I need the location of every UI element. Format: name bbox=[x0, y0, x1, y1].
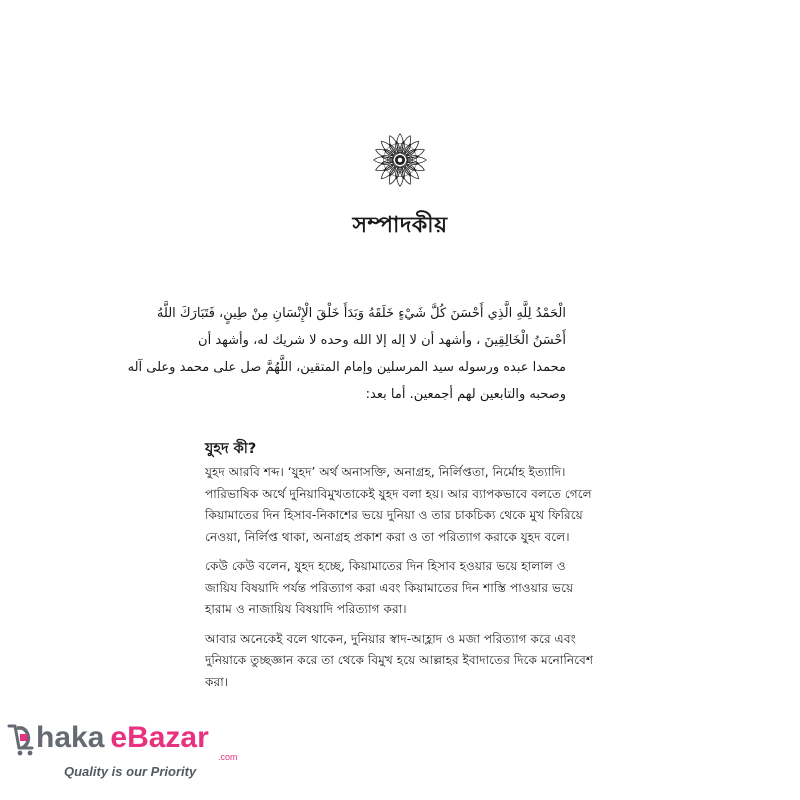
arabic-invocation bbox=[127, 300, 566, 408]
paragraph bbox=[205, 629, 633, 694]
page-title: সম্পাদকীয় bbox=[352, 213, 448, 238]
arabic-line: أَحْسَنُ الْخَالِقِينَ ، وأشهد أن لا إله إلا الله وحده لا شريك له، وأشهد أن bbox=[198, 333, 566, 348]
paragraph bbox=[205, 556, 633, 621]
arabic-line: الْحَمْدُ لِلَّهِ الَّذِي أَحْسَنَ كُلَّ شَيْءٍ خَلَقَهُ وَبَدَأَ خَلْقَ الْإِنْسَانِ مِنْ طِينٍ، فَتَبَارَكَ اللَّهُ bbox=[156, 306, 566, 321]
shopping-cart-d-logo-icon bbox=[6, 718, 36, 758]
text-line: জায়িয বিষয়াদি পর্যন্ত পরিত্যাগ করা এবং কিয়ামাতের দিন শাস্তি পাওয়ার ভয়ে bbox=[205, 580, 574, 595]
text-line: পারিভাষিক অর্থে দুনিয়াবিমুখতাকেই যুহদ বলা হয়। আর ব্যাপকভাবে বলতে গেলে bbox=[205, 486, 592, 501]
body-text bbox=[205, 462, 633, 701]
text-line: কেউ কেউ বলেন, যুহদ হচ্ছে, কিয়ামাতের দিন হিসাব হওয়ার ভয়ে হালাল ও bbox=[205, 559, 566, 573]
text-line: হারাম ও নাজায়িয বিষয়াদি পরিত্যাগ করা। bbox=[205, 602, 407, 616]
arabic-line: وصحبه والتابعين لهم أجمعين. أما بعد: bbox=[365, 387, 566, 402]
watermark-brand-pink: Bazar bbox=[127, 721, 209, 754]
section-heading: যুহদ কী? bbox=[205, 441, 257, 457]
arabic-line: محمدا عبده ورسوله سيد المرسلين وإمام المتقين، اللَّهُمَّ صل على محمد وعلى آله bbox=[127, 360, 566, 375]
text-line: কিয়ামাতের দিন হিসাব-নিকাশের ভয়ে দুনিয়া ও তার চাকচিক্য থেকে মুখ ফিরিয়ে bbox=[205, 508, 583, 522]
text-line: করা। bbox=[205, 674, 229, 689]
watermark-tagline: Quality is our Priority bbox=[64, 764, 197, 779]
paragraph bbox=[205, 462, 633, 548]
mandala-ornament-icon bbox=[372, 132, 428, 188]
text-line: আবার অনেকেই বলে থাকেন, দুনিয়ার স্বাদ-আহ্লাদ ও মজা পরিত্যাগ করে এবং bbox=[205, 631, 576, 646]
text-line: দুনিয়াকে তুচ্ছজ্ঞান করে তা থেকে বিমুখ হয়ে আল্লাহর ইবাদাতের দিকে মনোনিবেশ bbox=[205, 653, 594, 667]
watermark-domain: .com bbox=[218, 752, 238, 762]
text-line: নেওয়া, নির্লিপ্ত থাকা, অনাগ্রহ প্রকাশ করা ও তা পরিত্যাগ করাকে যুহদ বলে। bbox=[205, 529, 570, 544]
watermark-brand-e: e bbox=[110, 721, 128, 754]
watermark-brand-dark: haka bbox=[36, 721, 105, 754]
store-watermark bbox=[6, 718, 256, 786]
text-line: যুহদ আরবি শব্দ। ‘যুহদ’ অর্থ অনাসক্তি, অনাগ্রহ, নির্লিপ্ততা, নির্মোহ ইত্যাদি। bbox=[205, 465, 566, 479]
